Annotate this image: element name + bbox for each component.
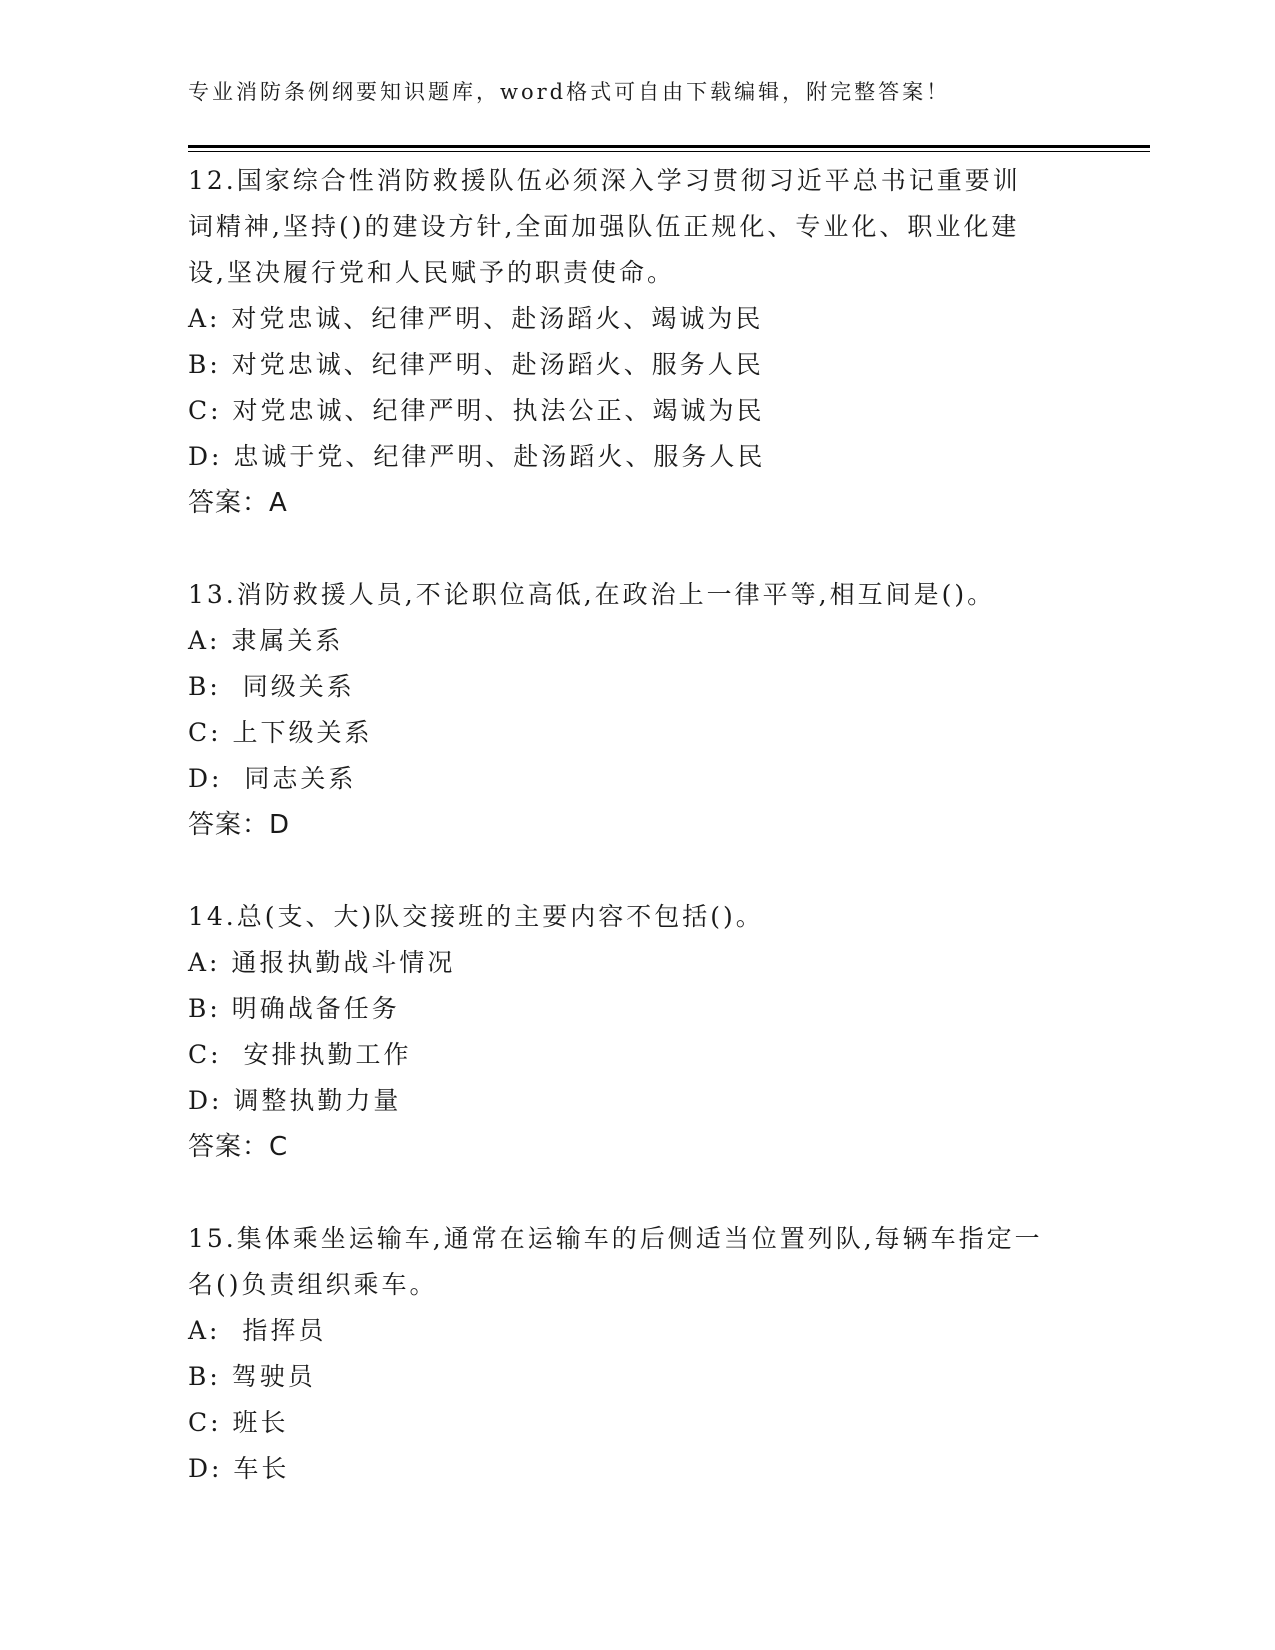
option-b: B: 同级关系 bbox=[188, 672, 355, 701]
question-stem-line: 13.消防救援人员,不论职位高低,在政治上一律平等,相互间是()。 bbox=[188, 580, 996, 609]
question-13 bbox=[188, 572, 1088, 848]
question-stem-line: 12.国家综合性消防救援队伍必须深入学习贯彻习近平总书记重要训 bbox=[188, 166, 1021, 195]
option-a: A: 通报执勤战斗情况 bbox=[188, 948, 456, 977]
option-a: A: 指挥员 bbox=[188, 1316, 327, 1345]
option-a: A: 隶属关系 bbox=[188, 626, 344, 655]
option-b: B: 对党忠诚、纪律严明、赴汤蹈火、服务人民 bbox=[188, 350, 764, 379]
option-d: D: 车长 bbox=[188, 1454, 290, 1483]
question-stem-line: 名()负责组织乘车。 bbox=[188, 1270, 438, 1299]
option-c: C: 班长 bbox=[188, 1408, 289, 1437]
option-b: B: 驾驶员 bbox=[188, 1362, 316, 1391]
option-d: D: 同志关系 bbox=[188, 764, 357, 793]
option-c: C: 安排执勤工作 bbox=[188, 1040, 412, 1069]
answer-line: 答案：D bbox=[188, 810, 291, 840]
question-list bbox=[188, 158, 1088, 1538]
option-c: C: 对党忠诚、纪律严明、执法公正、竭诚为民 bbox=[188, 396, 765, 425]
option-d: D: 忠诚于党、纪律严明、赴汤蹈火、服务人民 bbox=[188, 442, 766, 471]
question-15 bbox=[188, 1216, 1088, 1492]
header-divider bbox=[188, 145, 1150, 148]
question-14 bbox=[188, 894, 1088, 1170]
option-d: D: 调整执勤力量 bbox=[188, 1086, 402, 1115]
option-c: C: 上下级关系 bbox=[188, 718, 373, 747]
option-a: A: 对党忠诚、纪律严明、赴汤蹈火、竭诚为民 bbox=[188, 304, 764, 333]
question-stem-line: 设,坚决履行党和人民赋予的职责使命。 bbox=[188, 258, 675, 287]
page-header: 专业消防条例纲要知识题库，word格式可自由下载编辑，附完整答案！ bbox=[188, 80, 951, 104]
answer-line: 答案：C bbox=[188, 1132, 289, 1162]
option-b: B: 明确战备任务 bbox=[188, 994, 400, 1023]
question-stem-line: 词精神,坚持()的建设方针,全面加强队伍正规化、专业化、职业化建 bbox=[188, 212, 1020, 241]
question-12 bbox=[188, 158, 1088, 526]
answer-line: 答案：A bbox=[188, 488, 288, 518]
question-stem-line: 14.总(支、大)队交接班的主要内容不包括()。 bbox=[188, 902, 764, 931]
question-stem-line: 15.集体乘坐运输车,通常在运输车的后侧适当位置列队,每辆车指定一 bbox=[188, 1224, 1043, 1253]
